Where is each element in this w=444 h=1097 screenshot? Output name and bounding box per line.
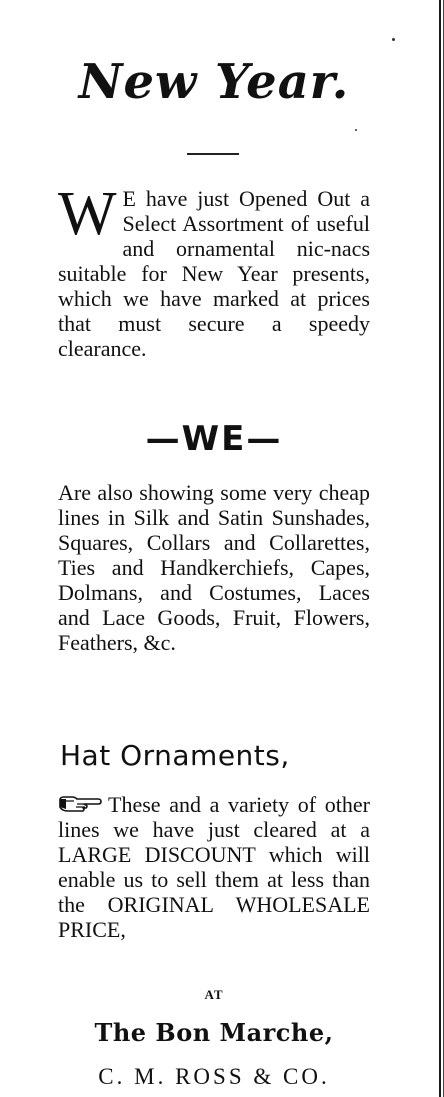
headline: New Year. [78, 54, 350, 110]
goods-paragraph: Are also showing some very cheap lines in Silk and Satin Sunshades, Squares, Collars and Collarettes, Ties and Handkerchiefs, Capes, Dolmans, and Costumes, Laces and Lace Goods, Fruit, Flowers, Feathers, &c. [58, 480, 370, 655]
hat-ornaments-heading: Hat Ornaments, [60, 739, 290, 772]
print-speck [392, 38, 395, 41]
column-rule [439, 0, 441, 1097]
pointing-hand-icon [58, 793, 102, 811]
intro-text: E have just Opened Out a Select Assortment of useful and ornamental nic-nacs suitable for New Year presents, which we have marked at prices that must secure a speedy clearance. [58, 186, 370, 361]
we-subheading: —WE— [145, 419, 283, 459]
divider-rule [187, 153, 239, 155]
intro-paragraph [58, 180, 370, 361]
discount-paragraph [58, 792, 370, 942]
proprietor-name: C. M. ROSS & CO. [98, 1064, 330, 1089]
drop-cap: W [58, 180, 117, 248]
print-speck [355, 129, 357, 131]
at-label: AT [204, 987, 224, 1002]
discount-text: These and a variety of other lines we have just cleared at a LARGE DISCOUNT which will enable us to sell them at less than the ORIGINAL WHOLESALE PRICE, [58, 792, 370, 942]
store-name: The Bon Marche, [94, 1018, 334, 1047]
